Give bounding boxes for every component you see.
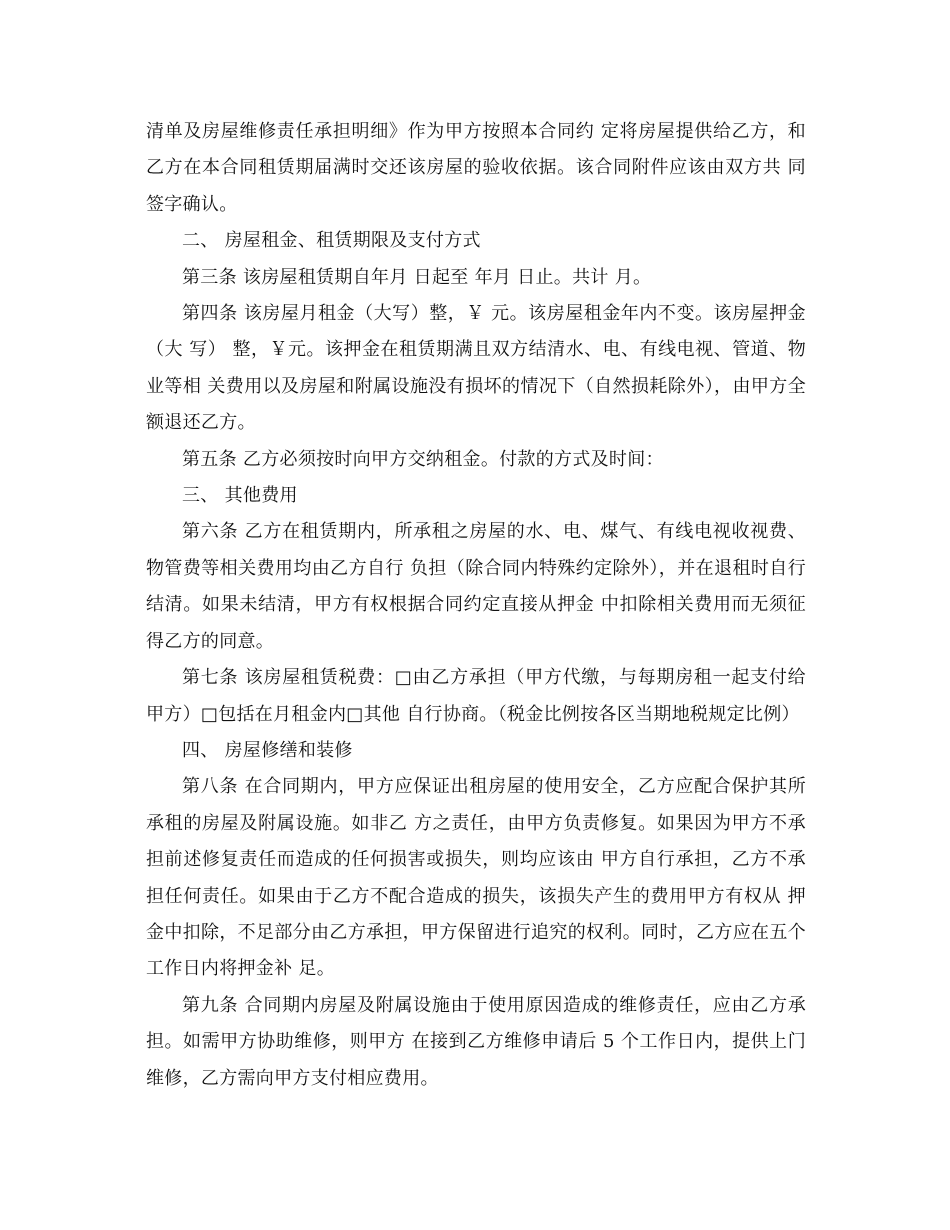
article-5-payment: 第五条 乙方必须按时向甲方交纳租金。付款的方式及时间： — [182, 448, 664, 470]
article-4-rent-deposit: 第四条 该房屋月租金（大写）整，￥ 元。该房屋租金年内不变。该房屋押金（大 写） 整，￥元。该押金在租赁期满且双方结清水、电、有线电视、管道、物业等相 关费用以及房屋和附属设施没有损坏的情况下（自然损耗除外），由甲方全额退还乙方。 — [146, 303, 806, 434]
article-8-safety-repair: 第八条 在合同期内，甲方应保证出租房屋的使用安全，乙方应配合保护其所承租的房屋及附属设施。如非乙 方之责任，由甲方负责修复。如果因为甲方不承担前述修复责任而造成的任何损害或损失，则均应该由 甲方自行承担，乙方不承担任何责任。如果由于乙方不配合造成的损失，该损失产生的费用甲方有权从 押金中扣除，不足部分由乙方承担，甲方保留进行追究的权利。同时，乙方应在五个工作日内将押金补 足。 — [146, 776, 806, 980]
article-3-lease-term: 第三条 该房屋租赁期自年月 日起至 年月 日止。共计 月。 — [182, 266, 652, 288]
article-9-maintenance: 第九条 合同期内房屋及附属设施由于使用原因造成的维修责任，应由乙方承担。如需甲方协助维修，则甲方 在接到乙方维修申请后 5 个工作日内，提供上门维修，乙方需向甲方支付相应费用。 — [146, 994, 806, 1089]
article-7-taxes: 第七条 该房屋租赁税费：□由乙方承担（甲方代缴，与每期房租一起支付给甲方）□包括在月租金内□其他 自行协商。（税金比例按各区当期地税规定比例） — [146, 667, 806, 725]
paragraph-attachment-clause: 清单及房屋维修责任承担明细》作为甲方按照本合同约 定将房屋提供给乙方，和乙方在本合同租赁期届满时交还该房屋的验收依据。该合同附件应该由双方共 同签字确认。 — [146, 121, 806, 215]
article-6-utilities: 第六条 乙方在租赁期内，所承租之房屋的水、电、煤气、有线电视收视费、物管费等相关费用均由乙方自行 负担（除合同内特殊约定除外），并在退租时自行结清。如果未结清，甲方有权根据合同约定直接从押金 中扣除相关费用而无须征得乙方的同意。 — [146, 521, 806, 652]
section-heading-rent-term-payment: 二、 房屋租金、租赁期限及支付方式 — [182, 230, 481, 252]
document-body — [146, 114, 806, 1097]
section-heading-repair-decoration: 四、 房屋修缮和装修 — [182, 739, 353, 761]
section-heading-other-fees: 三、 其他费用 — [182, 485, 298, 507]
